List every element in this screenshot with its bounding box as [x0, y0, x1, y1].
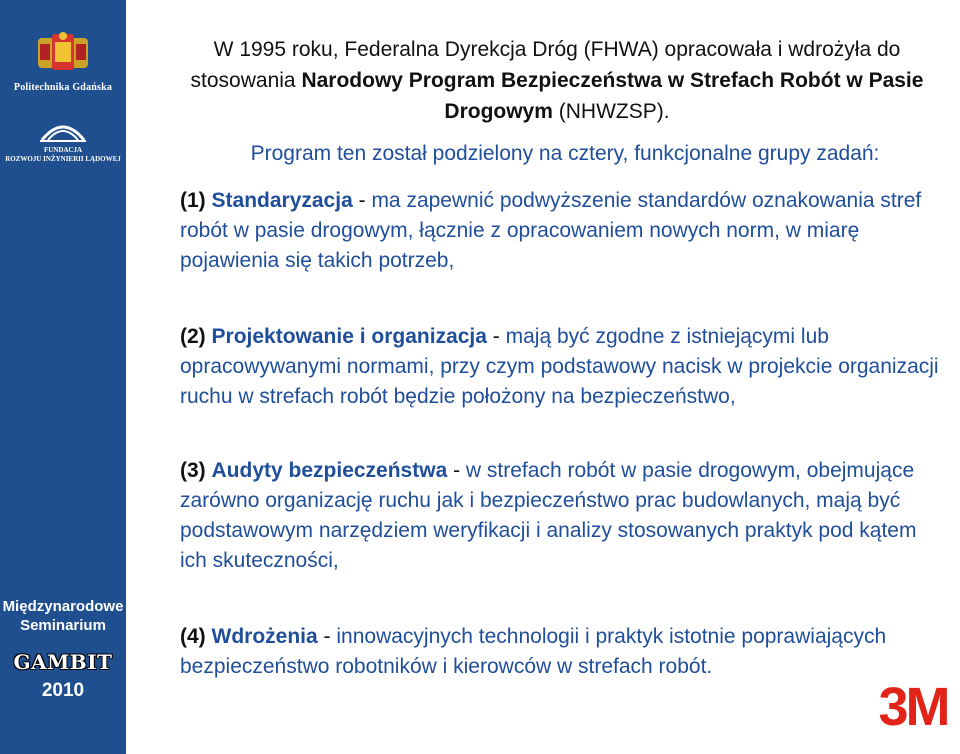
item-dash: - — [447, 459, 466, 482]
3m-logo-icon — [868, 682, 958, 728]
university-crest-icon — [36, 30, 90, 74]
item-dash: - — [352, 189, 372, 212]
item-dash: - — [317, 625, 337, 648]
intro-program-name: Narodowy Program Bezpieczeństwa w Strefach Robót w Pasie Drogowym — [301, 69, 924, 123]
item-heading: Standaryzacja — [211, 189, 353, 212]
item-number: (4) — [180, 625, 206, 648]
item-body: ma zapewnić podwyższenie standardów oznakowania stref robót w pasie drogowym, łącznie z opracowaniem nowych norm, w miarę pojawienia się takich potrzeb, — [180, 189, 922, 272]
item-number: (2) — [180, 325, 206, 348]
sidebar — [0, 0, 126, 754]
foundation-name-line1: FUNDACJA — [43, 146, 83, 154]
intro-subtitle: Program ten został podzielony na cztery, funkcjonalne grupy zadań: — [250, 142, 880, 165]
seminar-line2: Seminarium — [20, 617, 106, 634]
seminar-line1: Międzynarodowe — [2, 598, 124, 615]
3m-logo-text: 3M — [878, 682, 948, 728]
task-group-item — [180, 186, 940, 276]
item-body: w strefach robót w pasie drogowym, obejmujące zarówno organizację ruchu jak i bezpieczeństwo prac budowlanych, mają być podstawowym narzędziem weryfikacji i analizy stosowanych praktyk pod kątem ich skuteczności, — [180, 459, 917, 572]
item-number: (1) — [180, 189, 206, 212]
university-name: Politechnika Gdańska — [13, 82, 113, 93]
item-heading: Wdrożenia — [211, 625, 318, 648]
intro-suffix: (NHWZSP). — [552, 100, 670, 123]
foundation-name-line2: ROZWOJU INŻYNIERII LĄDOWEJ — [5, 155, 121, 163]
item-heading: Projektowanie i organizacja — [211, 325, 487, 348]
intro-paragraph — [172, 34, 942, 127]
task-group-item — [180, 322, 940, 412]
task-group-item — [180, 456, 940, 576]
event-year: 2010 — [41, 680, 85, 701]
foundation-logo-icon — [36, 116, 90, 144]
seminar-label — [0, 597, 126, 635]
event-name: GAMBIT — [13, 650, 113, 674]
item-heading: Audyty bezpieczeństwa — [211, 459, 448, 482]
item-body: innowacyjnych technologii i praktyk istotnie poprawiających bezpieczeństwo robotników i kierowców w strefach robót. — [180, 625, 887, 678]
item-dash: - — [486, 325, 506, 348]
intro-prefix: W 1995 roku, Federalna Dyrekcja Dróg (FHWA) opracowała i wdrożyła do stosowania — [190, 38, 901, 92]
item-number: (3) — [180, 459, 206, 482]
task-group-item — [180, 622, 940, 682]
item-body: mają być zgodne z istniejącymi lub opracowywanymi normami, przy czym podstawowy nacisk w projekcie organizacji ruchu w strefach robót będzie położony na bezpieczeństwo, — [180, 325, 939, 408]
